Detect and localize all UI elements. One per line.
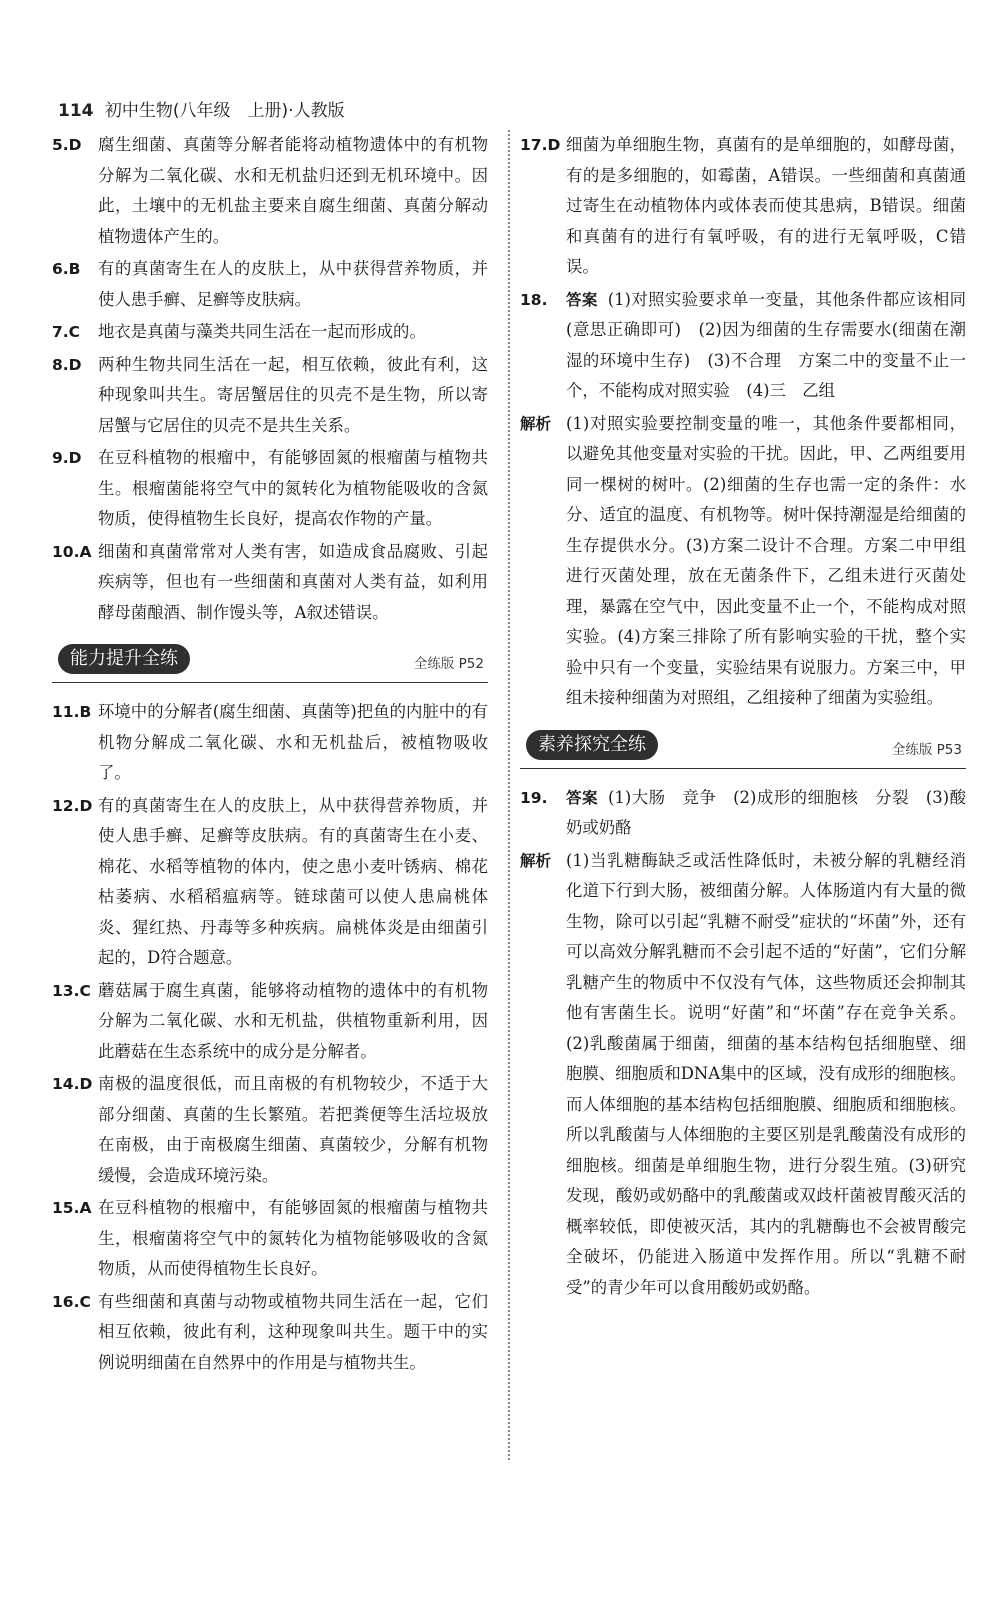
section-ref: 全练版 P53 — [891, 741, 962, 758]
section-title: 素养探究全练 — [526, 730, 658, 760]
answer-item: 8.D 两种生物共同生活在一起，相互依赖，彼此有利，这种现象叫共生。寄居蟹居住的贝壳不是生物，所以寄居蟹与它居住的贝壳不是共生关系。 — [52, 354, 488, 435]
answer-tag: 答案 — [566, 788, 599, 807]
answer-item: 11.B 环境中的分解者(腐生细菌、真菌等)把鱼的内脏中的有机物分解成二氧化碳、水和无机盐后，被植物吸收了。 — [52, 702, 488, 782]
book-title: 初中生物(八年级 上册)·人教版 — [104, 101, 345, 121]
answer-item-18: 18. 答案 (1)对照实验要求单一变量，其他条件都应该相同(意思正确即可) (2)因为细菌的生存需要水(细菌在潮湿的环境中生存) (3)不合理 方案二中的变量不止一个，不能构成对照实验 (4)三 乙组 — [520, 289, 966, 400]
analysis-tag: 解析 — [520, 851, 552, 870]
analysis-19: 解析 (1)当乳糖酶缺乏或活性降低时，未被分解的乳糖经消化道下行到大肠，被细菌分解。人体肠道内有大量的微生物，除可以引起“乳糖不耐受”症状的“坏菌”外，还有可以高效分解乳糖而不会引起不适的“好菌”，它们分解乳糖产生的物质中不仅没有气体，这些物质还会抑制其他有害菌生长。说明“好菌”和“坏菌”存在竞争关系。(2)乳酸菌属于细菌，细菌的基本结构包括细胞壁、细胞膜、细胞质和DNA集中的区域，没有成形的细胞核。而人体细胞的基本结构包括细胞膜、细胞质和细胞核。所以乳酸菌与人体细胞的主要区别是乳酸菌没有成形的细胞核。细菌是单细胞生物，进行分裂生殖。(3)研究发现，酸奶或奶酪中的乳酸菌或双歧杆菌被胃酸灭活的概率较低，即使被灭活，其内的乳糖酶也不会被胃酸完全破坏，仍能进入肠道中发挥作用。所以“乳糖不耐受”的青少年可以食用酸奶或奶酪。 — [520, 846, 966, 1304]
analysis-18: 解析 (1)对照实验要控制变量的唯一，其他条件要都相同，以避免其他变量对实验的干扰。因此，甲、乙两组要用同一棵树的树叶。(2)细菌的生存也需一定的条件：水分、适宜的温度、有机物等。树叶保持潮湿是给细菌的生存提供水分。(3)方案二设计不合理。方案二中甲组进行灭菌处理，放在无菌条件下，乙组未进行灭菌处理，暴露在空气中，因此变量不止一个，不能构成对照实验。(4)方案三排除了所有影响实验的干扰，整个实验中只有一个变量，实验结果有说服力。方案三中，甲组未接种细菌为对照组，乙组接种了细菌为实验组。 — [520, 409, 966, 714]
answer-item: 10.A 细菌和真菌常常对人类有害，如造成食品腐败、引起疾病等，但也有一些细菌和真菌对人类有益，如利用酵母菌酿酒、制作馒头等，A叙述错误。 — [52, 541, 488, 622]
answer-item-19: 19. 答案 (1)大肠 竞争 (2)成形的细胞核 分裂 (3)酸奶或奶酪 — [520, 787, 966, 837]
answer-item: 5.D 腐生细菌、真菌等分解者能将动植物遗体中的有机物分解为二氧化碳、水和无机盐归还到无机环境中。因此，土壤中的无机盐主要来自腐生细菌、真菌分解动植物遗体产生的。 — [52, 135, 488, 246]
section-heading-literacy — [520, 728, 966, 769]
answer-item: 17.D 细菌为单细胞生物，真菌有的是单细胞的，如酵母菌，有的是多细胞的，如霉菌，A错误。一些细菌和真菌通过寄生在动植物体内或体表而使其患病，B错误。细菌和真菌有的进行有氧呼吸，有的进行无氧呼吸，C错误。 — [520, 135, 966, 276]
section-ref: 全练版 P52 — [413, 656, 484, 672]
answer-item: 6.B 有的真菌寄生在人的皮肤上，从中获得营养物质，并使人患手癣、足癣等皮肤病。 — [52, 259, 488, 309]
right-column — [520, 130, 966, 1307]
answer-item: 15.A 在豆科植物的根瘤中，有能够固氮的根瘤菌与植物共生，根瘤菌将空气中的氮转化为植物能够吸收的含氮物质，从而使得植物生长良好。 — [52, 1198, 488, 1278]
page-number: 114 — [58, 101, 94, 121]
answer-item: 14.D 南极的温度很低，而且南极的有机物较少，不适于大部分细菌、真菌的生长繁殖。若把粪便等生活垃圾放在南极，由于南极腐生细菌、真菌较少，分解有机物缓慢，会造成环境污染。 — [52, 1074, 488, 1185]
answer-tag: 答案 — [566, 290, 598, 309]
left-column — [52, 130, 488, 1380]
answer-item: 12.D 有的真菌寄生在人的皮肤上，从中获得营养物质，并使人患手癣、足癣等皮肤病。有的真菌寄生在小麦、棉花、水稻等植物的体内，使之患小麦叶锈病、棉花枯萎病、水稻稻瘟病等。链球菌可以使人患扁桃体炎、猩红热、丹毒等多种疾病。扁桃体炎是由细菌引起的，D符合题意。 — [52, 795, 488, 967]
page-header — [58, 96, 345, 121]
column-divider — [508, 130, 510, 1460]
answer-item: 13.C 蘑菇属于腐生真菌，能够将动植物的遗体中的有机物分解为二氧化碳、水和无机盐，供植物重新利用，因此蘑菇在生态系统中的成分是分解者。 — [52, 980, 488, 1061]
answer-item: 16.C 有些细菌和真菌与动物或植物共同生活在一起，它们相互依赖，彼此有利，这种现象叫共生。题干中的实例说明细菌在自然界中的作用是与植物共生。 — [52, 1291, 488, 1372]
section-heading-ability — [52, 642, 488, 683]
analysis-tag: 解析 — [520, 414, 552, 433]
answer-item: 9.D 在豆科植物的根瘤中，有能够固氮的根瘤菌与植物共生。根瘤菌能将空气中的氮转化为植物能吸收的含氮物质，使得植物生长良好，提高农作物的产量。 — [52, 448, 488, 528]
section-title: 能力提升全练 — [58, 644, 190, 674]
answer-item: 7.C 地衣是真菌与藻类共同生活在一起而形成的。 — [52, 322, 426, 341]
